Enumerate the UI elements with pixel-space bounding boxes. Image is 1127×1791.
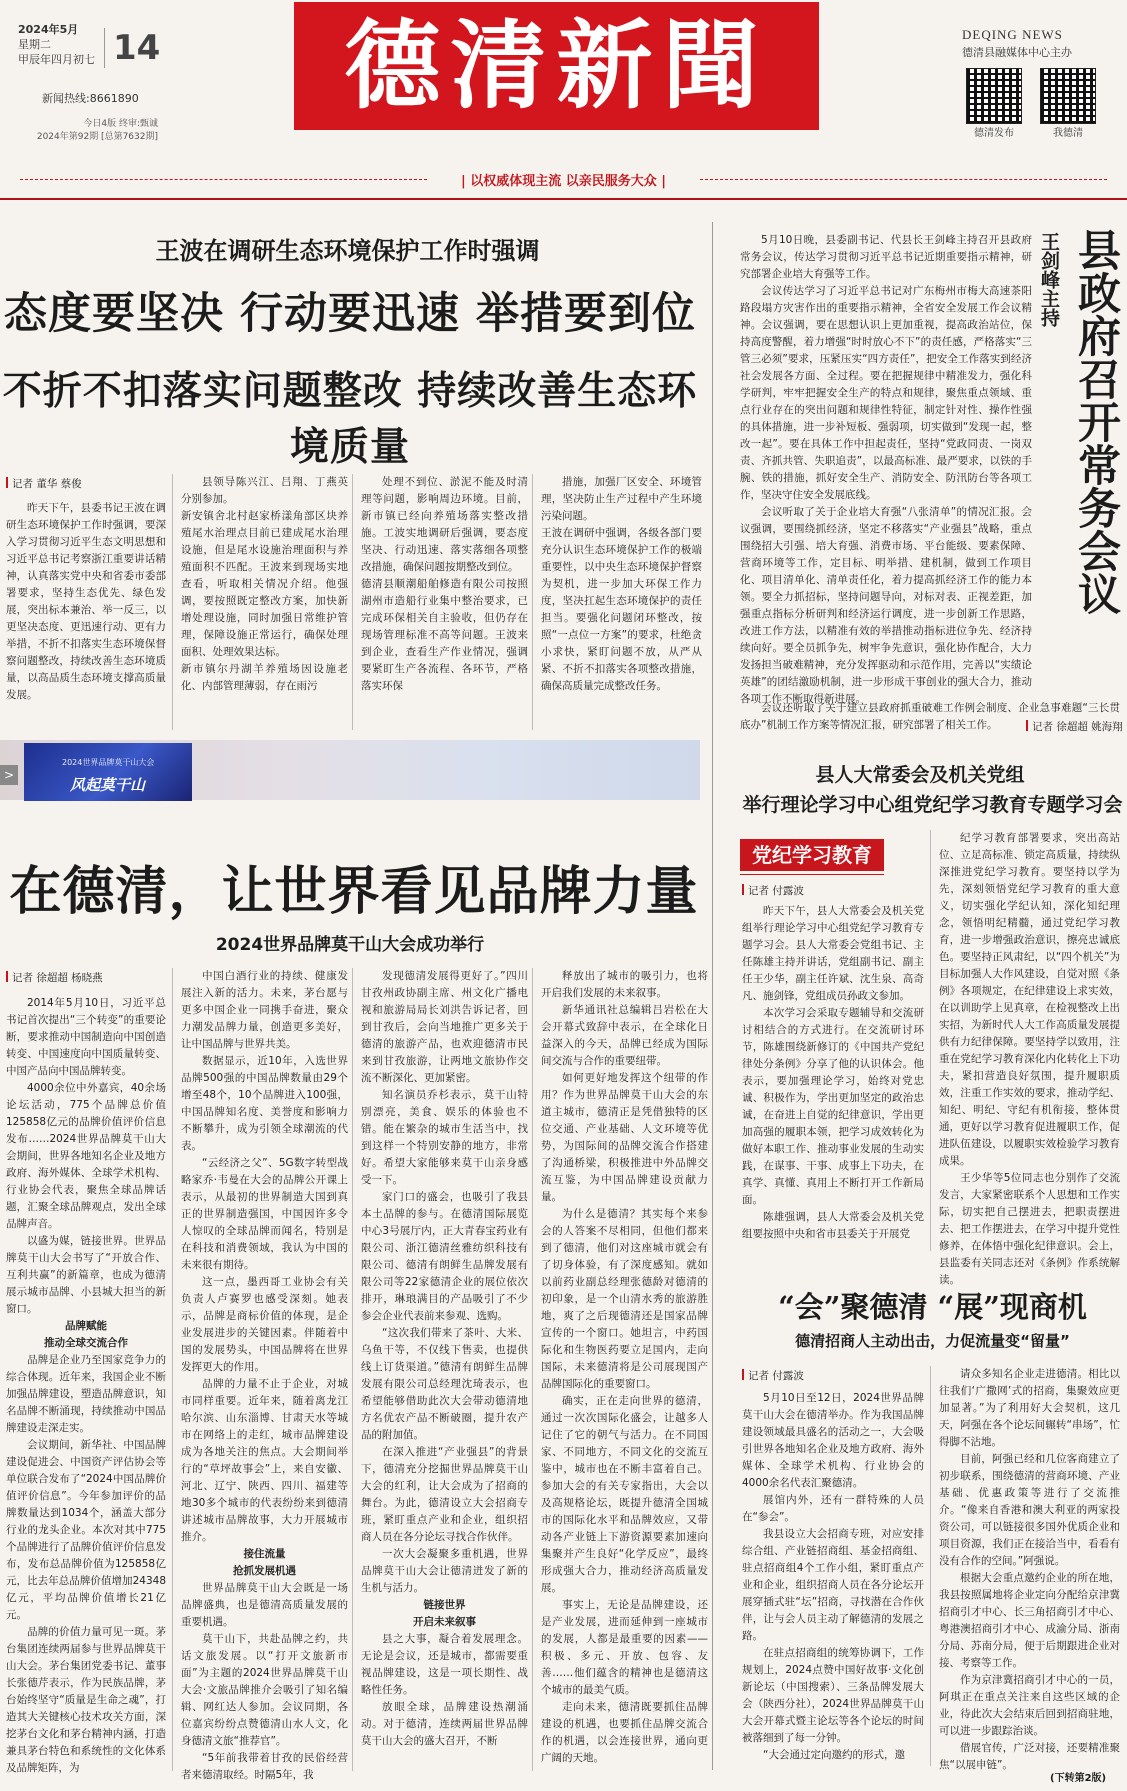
party-study-column	[930, 830, 1120, 1286]
paragraph: 家门口的盛会，也吸引了我县本土品牌的参与。在德清国际展览中心3号展厅内，正大青春宝药业有限公司、浙江德清丝雅纺织科技有限公司、德清有朗鲜生品牌发展有限公司等22家德清企业的展位依次排开，琳琅满目的产品吸引了不少参会企业代表前来参观、选购。	[361, 1191, 528, 1322]
paragraph: 4000余位中外嘉宾，40余场论坛活动，775个品牌总价值125858亿元的品牌价值评价信息发布……2024世界品牌莫干山大会期间，世界各地知名企业及地方政府、海外媒体、全球学术机构、行业协会代表，聚焦全球品牌话题，汇聚全球品牌观点，发出全球品牌声音。	[6, 1082, 166, 1230]
meeting-paragraph: 会议还听取了关于建立县政府抓重破难工作例会制度、企业急事难题“三长贯底办”机制工作方案等情况汇报，研究部署了相关工作。	[740, 702, 1120, 731]
meeting-title: 县政府召开常务会议	[1071, 228, 1121, 615]
party-study-title-1: 县人大常委会及机关党组	[815, 764, 1025, 786]
qr-code-icon	[1040, 68, 1096, 124]
paragraph: 知名演员乔杉表示，莫干山特别漂亮，美食、娱乐的体验也不错。能在繁杂的城市生活当中，找到这样一个特别安静的地方，非常好。希望大家能够来莫干山亲身感受一下。	[361, 1089, 528, 1186]
paragraph: 世界品牌莫干山大会既是一场品牌盛典，也是德清高质量发展的重要机遇。	[181, 1582, 348, 1628]
brand-column	[172, 968, 348, 1781]
paragraph: 请众多知名企业走进德清。相比以往我们‘广撒网’式的招商，集聚效应更加显著。”为了利用好大会契机，这几天，阿强在各个论坛间辗转“串场”，忙得脚不沾地。	[939, 1368, 1120, 1448]
paragraph: 新华通讯社总编辑吕岩松在大会开幕式致辞中表示，在全球化日益深入的今天，品牌已经成为国际间交流与合作的重要纽带。	[541, 1004, 708, 1067]
paragraph: 我县设立大会招商专班，对应安排综合组、产业链招商组、基金招商组、驻点招商组4个工作小组，紧盯重点产业和企业，组织招商人员在各分论坛开展穿插式驻“坛”招商，寻找潜在合作伙伴，让与会人员主动了解德清的发展之路。	[742, 1528, 924, 1642]
divider	[0, 198, 1127, 200]
paragraph: 莫干山下，共赴品牌之约，共话文旅发展。以“打开文旅新市面”为主题的2024世界品牌莫干山大会·文旅品牌推介会吸引了知名编辑、网红达人参加。会议同期，各位嘉宾纷纷点赞德清山水人文，化身德清文旅“推荐官”。	[181, 1633, 348, 1747]
lead-column	[172, 474, 348, 730]
paragraph: 2014年5月10日，习近平总书记首次提出“三个转变”的重要论断，要求推动中国制造向中国创造转变、中国速度向中国质量转变、中国产品向中国品牌转变。	[6, 997, 166, 1077]
paragraph: 昨天下午，县人大常委会及机关党组举行理论学习中心组党纪学习教育专题学习会。县人大常委会党组书记、主任陈雄主持并讲话，党组副书记、副主任王少华，副主任许斌、沈生泉、高奇凡、施剑锋，党组成员孙政文参加。	[742, 905, 924, 1002]
investment-byline: 记者 付露波	[742, 1368, 804, 1383]
qr-code-1[interactable]	[966, 68, 1022, 139]
paragraph: “云经济之父”、5G数字转型战略家乔·韦曼在大会的品牌公开课上表示，从最初的世界制造大国到真正的世界制造强国，中国因许多令人惊叹的全球品牌而闻名，特别是在科技和消费领域，我认为中国的未来很有期待。	[181, 1157, 348, 1271]
investment-subheadline: 德清招商人主动出击，力促流量变“留量”	[795, 1332, 1070, 1350]
qr-code-icon	[966, 68, 1022, 124]
edition-line-1: 今日4版 终审:甄诚	[83, 119, 158, 129]
paragraph: 中国白酒行业的持续、健康发展注入新的活力。未来，茅台愿与更多中国企业一同携手奋进，聚众力潮发品牌力量，创造更多美好，让中国品牌与世界共美。	[181, 970, 348, 1050]
meeting-paragraph: 5月10日晚，县委副书记、代县长王剑峰主持召开县政府常务会议，传达学习贯彻习近平总书记近期重要指示精神，研究部署企业培大育强等工作。	[740, 234, 1032, 280]
edition-line-2: 2024年第92期 [总第7632期]	[36, 132, 158, 142]
brand-column	[6, 995, 166, 1774]
lead-headline-2: 不折不扣落实问题整改 持续改善生态环境质量	[2, 368, 698, 470]
paragraph: 目前，阿强已经和几位客商建立了初步联系，围绕德清的营商环境、产业基础、优惠政策等进行了交流推介。“像来自香港和澳大利亚的两家投资公司，可以链接很多国外优质企业和项目资源，我们正在接洽当中，看看有没有合作的空间。”阿强说。	[939, 1453, 1120, 1567]
paragraph: 这一点，墨西哥工业协会有关负责人卢赛罗也感受深刻。她表示，品牌是商标价值的体现，是企业发展进步的关键因素。伴随着中国的发展势头，中国品牌将在世界发挥更大的作用。	[181, 1276, 348, 1373]
qr-label: 德清发布	[974, 128, 1014, 139]
paragraph: 王少华等5位同志也分别作了交流发言，大家紧密联系个人思想和工作实际，切实把自己摆进去，把职责摆进去、把工作摆进去，在学习中提升党性修养，在体悟中强化纪律意识。会上，县监委有关同志还对《条例》作系统解读。	[939, 1172, 1120, 1286]
news-hotline: 新闻热线:8661890	[42, 92, 139, 105]
section-subheading: 推动全球交流合作	[44, 1337, 128, 1349]
brand-byline: 记者 徐超超 杨晓燕	[6, 970, 103, 985]
paragraph: 品牌的价值力量可见一斑。茅台集团连续两届参与世界品牌莫干山大会。茅台集团党委书记、董事长张德芹表示，作为民族品牌，茅台始终坚守“质量是生命之魂”，打造其大关键核心技术攻关方面，深挖茅台文化和茅台精神内涵，打造兼具茅台特色和系统性的文化体系及品牌矩阵，为	[6, 1626, 166, 1774]
section-subheading: 抢抓发展机遇	[233, 1565, 296, 1577]
lead-column	[532, 474, 702, 730]
party-study-column	[742, 903, 924, 1251]
brand-column	[352, 968, 528, 1771]
lead-byline: 记者 董华 蔡俊	[6, 476, 82, 491]
party-study-byline: 记者 付露波	[742, 883, 804, 898]
continued-note: (下转第2版)	[1050, 1773, 1107, 1784]
paragraph: 品牌的力量不止于企业，对城市同样重要。近年来，随着离龙江哈尔滨、山东淄博、甘肃天水等城市在网络上的走红，城市品牌建设成为各地关注的焦点。大会期间举行的“草坪故事会”上，来自安徽、河北、辽宁、陕西、四川、福建等地30多个城市的代表纷纷来到德清讲述城市品牌故事，大力开展城市推介。	[181, 1378, 348, 1543]
section-subheading: 品牌赋能	[65, 1320, 107, 1332]
lead-text: 县领导陈兴江、吕翔、丁燕英分别参加。 新安镇舍北村赵家桥漾角部区块养殖尾水治理点目前已建成尾水治理设施，但是尾水设施治理面积与养殖面积不匹配。王波来到现场实地查看，听取相关情况介绍。他强调，要按照既定整改方案，加快新增处理设施，同时加强日常维护管理，保障设施正常运行，确保处理面积、处理效果达标。 新市镇尔丹湖羊养殖场因设施老化、内部管理薄弱，存在雨污	[181, 476, 348, 692]
meeting-paragraph: 会议听取了关于企业培大育强“八张清单”的情况汇报。会议强调，要围绕抓经济，坚定不移落实“产业强县”战略，重点围绕招大引强、培大育强、消费市场、平台能级、要素保障、营商环境等工作，定目标、明举措、建机制，做到工作项目化、项目清单化、清单责任化，着力提高抓经济工作的能力本领。要全力抓招标，坚持问题导向，对标对表、正视差距，加强重点指标分析研判和经济运行调度，进一步创新工作思路，改进工作方法，以精准有效的举措推动指标进位争先、经济持续向好。要全员抓争先，树牢争先意识，强化协作配合，大力发扬担当破难精神，充分发挥驱动和示范作用，完善以“实绩论英雄”的团结激励机制，进一步形成干事创业的强大合力，推动各项工作不断取得新进展。	[740, 506, 1032, 705]
brand-headline: 在德清，让世界看见品牌力量	[9, 861, 699, 922]
paragraph: 为什么是德清？其实每个来参会的人答案不尽相同，但他们都来到了德清，他们对这座城市就会有了切身体验，有了深度感知。就如以前药业副总经理张德龄对德清的初印象，是一个山清水秀的旅游胜地，爽了之后现德清还是国家品牌宣传的一个窗口。她坦言，中药国际化和生物医药要立足国内，走向国际，未来德清将是公司展现国产品牌国际化的重要窗口。	[541, 1208, 708, 1390]
paragraph: 根据大会重点邀约企业的所在地，我县按照属地将企业定向分配给京津冀招商引才中心、长三角招商引才中心、粤港澳招商引才中心、成渝分局、浙南分局、苏南分局，便于后期跟进企业对接、考察等工作。	[939, 1572, 1120, 1669]
paragraph: 品牌是企业乃至国家竞争力的综合体现。近年来，我国企业不断加强品牌建设，塑造品牌意识，知名品牌不断涌现，持续推动中国品牌建设走深走实。	[6, 1354, 166, 1434]
brand-column	[532, 968, 708, 1771]
investment-column	[930, 1366, 1120, 1771]
section-subheading: 接住流量	[243, 1548, 286, 1560]
paragraph: 以盛为媒，链接世界。世界品牌莫干山大会书写了“开放合作、互利共赢”的新篇章，也成为德清展示城市品牌、小县城大担当的新窗口。	[6, 1235, 166, 1315]
paragraph: 放眼全球，品牌建设热潮涌动。对于德清，连续两届世界品牌莫干山大会的盛大召开，不断	[361, 1701, 528, 1747]
paragraph: “5年前我带着甘孜的民俗经营者来德清取经。时隔5年，我	[181, 1752, 348, 1781]
paragraph: 数据显示，近10年，入选世界品牌500强的中国品牌数量由29个增至48个，10个品牌进入100强，中国品牌知名度、美誉度和影响力不断攀升，成为引领全球潮流的代表。	[181, 1055, 348, 1152]
slogan: | 以权威体现主流 以亲民服务大众 |	[0, 170, 1127, 190]
meeting-author: 王剑峰主持	[1038, 232, 1060, 327]
party-study-badge: 党纪学习教育	[740, 839, 884, 871]
logo-text: 德清新聞	[344, 9, 769, 122]
meeting-body	[740, 232, 1032, 712]
party-study-title-2: 举行理论学习中心组党纪学习教育专题学习会	[742, 794, 1123, 816]
investment-headline: “会”聚德清 “展”现商机	[778, 1290, 1087, 1324]
qr-code-2[interactable]	[1040, 68, 1096, 139]
column-divider	[712, 222, 713, 1770]
date-year-month: 2024年5月	[18, 23, 79, 36]
publisher: 德清县融媒体中心主办	[962, 46, 1072, 59]
paragraph: 借展官传，广泛对接，还要精准聚焦“以展申链”。	[939, 1742, 1120, 1771]
english-name: DEQING NEWS	[962, 27, 1063, 42]
paragraph: 陈雄强调，县人大常委会及机关党组要按照中央和省市县委关于开展党	[742, 1211, 924, 1240]
paragraph: 发现德清发展得更好了。”四川甘孜州政协副主席、州文化广播电视和旅游局局长刘洪告诉记者，回到甘孜后，会向当地推广更多关于德清的旅游产品，也欢迎德清市民来到甘孜旅游，让两地文旅协作交流不断深化、更加紧密。	[361, 970, 528, 1084]
day-number: 14	[104, 28, 160, 68]
paragraph: “大会通过定向邀约的形式，邀	[763, 1749, 905, 1761]
paragraph: 事实上，无论是品牌建设，还是产业发展，进而延伸到一座城市的发展，人都是最重要的因素——积极、多元、开放、包容、友善……他们蕴含的精神也是德清这个城市的最美气质。	[541, 1599, 708, 1696]
lead-text: 措施，加强厂区安全、环境管理，坚决防止生产过程中产生环境污染问题。 王波在调研中强调，各级各部门要充分认识生态环境保护工作的极端重要性，以中央生态环境保护督察为契机，进一步加大环保工作力度，坚决扛起生态环境保护的责任担当。要强化问题闭环整改，按照“一点位一方案”的要求，杜绝贪小求快，紧盯问题不放，从严从紧、不折不扣落实各项整改措施，确保高质量完成整改任务。	[541, 476, 702, 692]
paragraph: 5月10日至12日，2024世界品牌莫干山大会在德清举办。作为我国品牌建设领域最具盛名的活动之一，大会吸引世界各地知名企业及地方政府、海外媒体、全球学术机构、行业协会的4000余名代表汇聚德清。	[742, 1392, 924, 1489]
conference-logo-slogan: 风起莫干山	[70, 776, 146, 794]
section-subheading: 开启未来叙事	[413, 1616, 476, 1628]
lead-column	[6, 500, 166, 730]
paragraph: 县之大事，凝合着发展理念。无论是会议，还是城市，都需要重视品牌建设，这是一项长期性、战略性任务。	[361, 1633, 528, 1696]
lead-kicker: 王波在调研生态环境保护工作时强调	[155, 237, 540, 265]
date-lunar: 甲辰年四月初七	[18, 53, 95, 66]
brand-subheadline: 2024世界品牌莫干山大会成功举行	[215, 935, 485, 955]
lead-headline-1: 态度要坚决 行动要迅速 举措要到位	[4, 289, 696, 339]
lead-text: 昨天下午，县委书记王波在调研生态环境保护工作时强调，要深入学习贯彻习近平生态文明思想和习近平总书记考察浙江重要讲话精神，认真落实党中央和省委市委部署要求，坚持生态优先、绿色发展，突出标本兼治、举一反三，以更坚决态度、更迅速行动、更有力举措，不折不扣落实生态环境保督察问题整改，持续改善生态环境质量，以高品质生态环境支撑高质量发展。	[6, 502, 166, 701]
date-weekday: 星期二	[18, 38, 51, 51]
paragraph: 展馆内外，还有一群特殊的人员在“参会”。	[742, 1494, 924, 1523]
paragraph: 在驻点招商组的统筹协调下，工作规划上，2024点赞中国好故事·文化创新论坛（中国搜索）、三条品牌发展大会（陕西分社），2024世界品牌莫干山大会开幕式暨主论坛等各个论坛的时间被落细到了每一分钟。	[742, 1647, 924, 1744]
newspaper-logo	[294, 2, 819, 130]
paragraph: 作为京津冀招商引才中心的一员，阿琪正在重点关注来自这些区域的企业，待此次大会结束后回到招商驻地，可以进一步跟踪治谈。	[939, 1674, 1120, 1737]
paragraph: 确实，正在走向世界的德清，通过一次次国际化盛会，让越多人记住了它的朝气与活力。在不同国家、不同地方，不同文化的交流互鉴中，城市也在不断丰富着自己。参加大会的有关专家指出，大会以及高规格论坛，既提升德清全国城市的国际化水平和品牌效应，又带动各产业链上下游资源要素加速向集聚并产生良好“化学反应”，最终形成强大合力，推动经济高质量发展。	[541, 1395, 708, 1594]
paragraph: 如何更好地发挥这个纽带的作用？作为世界品牌莫干山大会的东道主城市，德清正是凭借独特的区位交通、产业基础、人文环境等优势，为国际间的品牌交流合作搭建了沟通桥梁，积极推进中外品牌交流互鉴，为中国品牌建设贡献力量。	[541, 1072, 708, 1203]
paragraph: 释放出了城市的吸引力，也将开启我们发展的未来叙事。	[541, 970, 708, 999]
investment-column	[742, 1390, 924, 1770]
paragraph: 本次学习会采取专题辅导和交流研讨相结合的方式进行。在交流研讨环节，陈雄围绕新修订的《中国共产党纪律处分条例》分享了他的认识体会。他表示，要加强理论学习，始终对党忠诚、积极作为，学出更加坚定的政治忠诚，在奋进上自觉的纪律意识，学出更加高强的履职本领，把学习成效转化为做好本职工作、推动事业发展的生动实践，在谋事、干事、成事上下功夫，在真学、真懂、真用上不断打开工作新局面。	[742, 1007, 924, 1206]
lead-column	[352, 474, 528, 730]
paragraph: 一次大会凝聚多重机遇，世界品牌莫干山大会让德清迸发了新的生机与活力。	[361, 1548, 528, 1594]
meeting-byline: 记者 徐超超 姚海翔	[1022, 719, 1123, 734]
conference-logo	[24, 743, 192, 801]
meeting-paragraph: 会议传达学习了习近平总书记对广东梅州市梅大高速茶阳路段塌方灾害作出的重要指示精神，全省安全发展工作会议精神。会议强调，要在思想认识上更加重视，提高政治站位，保持高度警醒，着力增强“时时放心不下”的责任感，严格落实“三管三必须”要求，压紧压实“四方责任”，把安全工作落实到经济社会发展各方面、全过程。要在把握规律中精准发力，强化科学研判，牢牢把握安全生产的特点和规律，聚焦重点领域、重点行业存在的突出问题和规律性特征，制定针对性、操作性强的具体措施，进一步补短板、强弱项，切实做到“发现一起，整改一起”。要在具体工作中担起责任，坚持“党政同责、一岗双责、齐抓共管、失职追责”，以最高标准、最严要求，以铁的手腕、铁的措施，抓好安全生产、消防安全、防汛防台等各项工作，坚决守住安全发展底线。	[740, 285, 1032, 501]
lead-text: 处理不到位、淤泥不能及时清理等问题，影响周边环境。目前，新市镇已经向养殖场落实整改措施。工波实地调研后强调，要态度坚决、行动迅速、落实落细各项整改措施，确保问题按期整改到位。 德清县顺潮船舶修造有限公司按照湖州市造船行业集中整治要求，已完成环保相关自主验收，但仍存在现场管理标准不高等问题。王波来到企业，查看生产作业情况，强调要紧盯生产各流程、各环节，严格落实环保	[361, 476, 528, 692]
paragraph: 纪学习教育部署要求，突出高站位、立足高标准、锁定高质量，持续纵深推进党纪学习教育。要坚持以学为先，深刻领悟党纪学习教育的重大意义，切实强化学纪认知，深化知纪理念，领悟明纪精髓，通过党纪学习教育，进一步增强政治意识，擦亮忠诚底色。要坚持正风肃纪，以“四个机关”为目标加强人大作风建设，自觉对照《条例》各项规定，在纪律建设上求实效，在以训助学上见真章，在检视整改上出实招，为新时代人大工作高质量发展提供有力纪律保障。要坚持学以致用，注重在党纪学习教育深化内化转化上下功夫，紧扣营造良好氛围，提升履职质效，注重工作实效的要求，推动学纪、知纪、明纪、守纪有机衔接，整体贯通，更好以学习教育促进履职工作，促进队伍建设，以履职实效检验学习教育成果。	[939, 832, 1120, 1167]
section-subheading: 链接世界	[423, 1599, 466, 1611]
paragraph: 在深入推进“产业强县”的背景下，德清充分挖掘世界品牌莫干山大会的红利，让大会成为了招商的舞台。为此，德清设立大会招商专班，紧盯重点产业和企业，组织招商人员在各分论坛寻找合作伙伴。	[361, 1446, 528, 1543]
paragraph: 会议期间，新华社、中国品牌建设促进会、中国资产评估协会等单位联合发布了“2024中国品牌价值评价信息”。今年参加评价的品牌数量达到1034个，涵盖大部分行业的龙头企业。本次对其中775个品牌进行了品牌价值评价信息发布，发布总品牌价值为125858亿元，比去年总品牌价值增加24348亿元，平均品牌价值增长21亿元。	[6, 1439, 166, 1621]
banner-arrow-icon[interactable]: >	[0, 765, 18, 785]
paragraph: 走向未来，德清既要抓住品牌建设的机遇，也要抓住品牌交流合作的机遇，以会连接世界，通向更广阔的天地。	[541, 1701, 708, 1764]
paragraph: “这次我们带来了茶叶、大米、乌鱼干等，不仅线下售卖，也提供线上订货渠道。”德清有朗鲜生品牌发展有限公司总经理沈琦表示，也希望能够借助此次大会带动德清地方名优农产品不断破圈，提升农产品的附加值。	[361, 1327, 528, 1441]
qr-label: 我德清	[1053, 128, 1083, 139]
edition-info	[18, 118, 158, 144]
conference-logo-line: 2024世界品牌莫干山大会	[62, 758, 155, 767]
